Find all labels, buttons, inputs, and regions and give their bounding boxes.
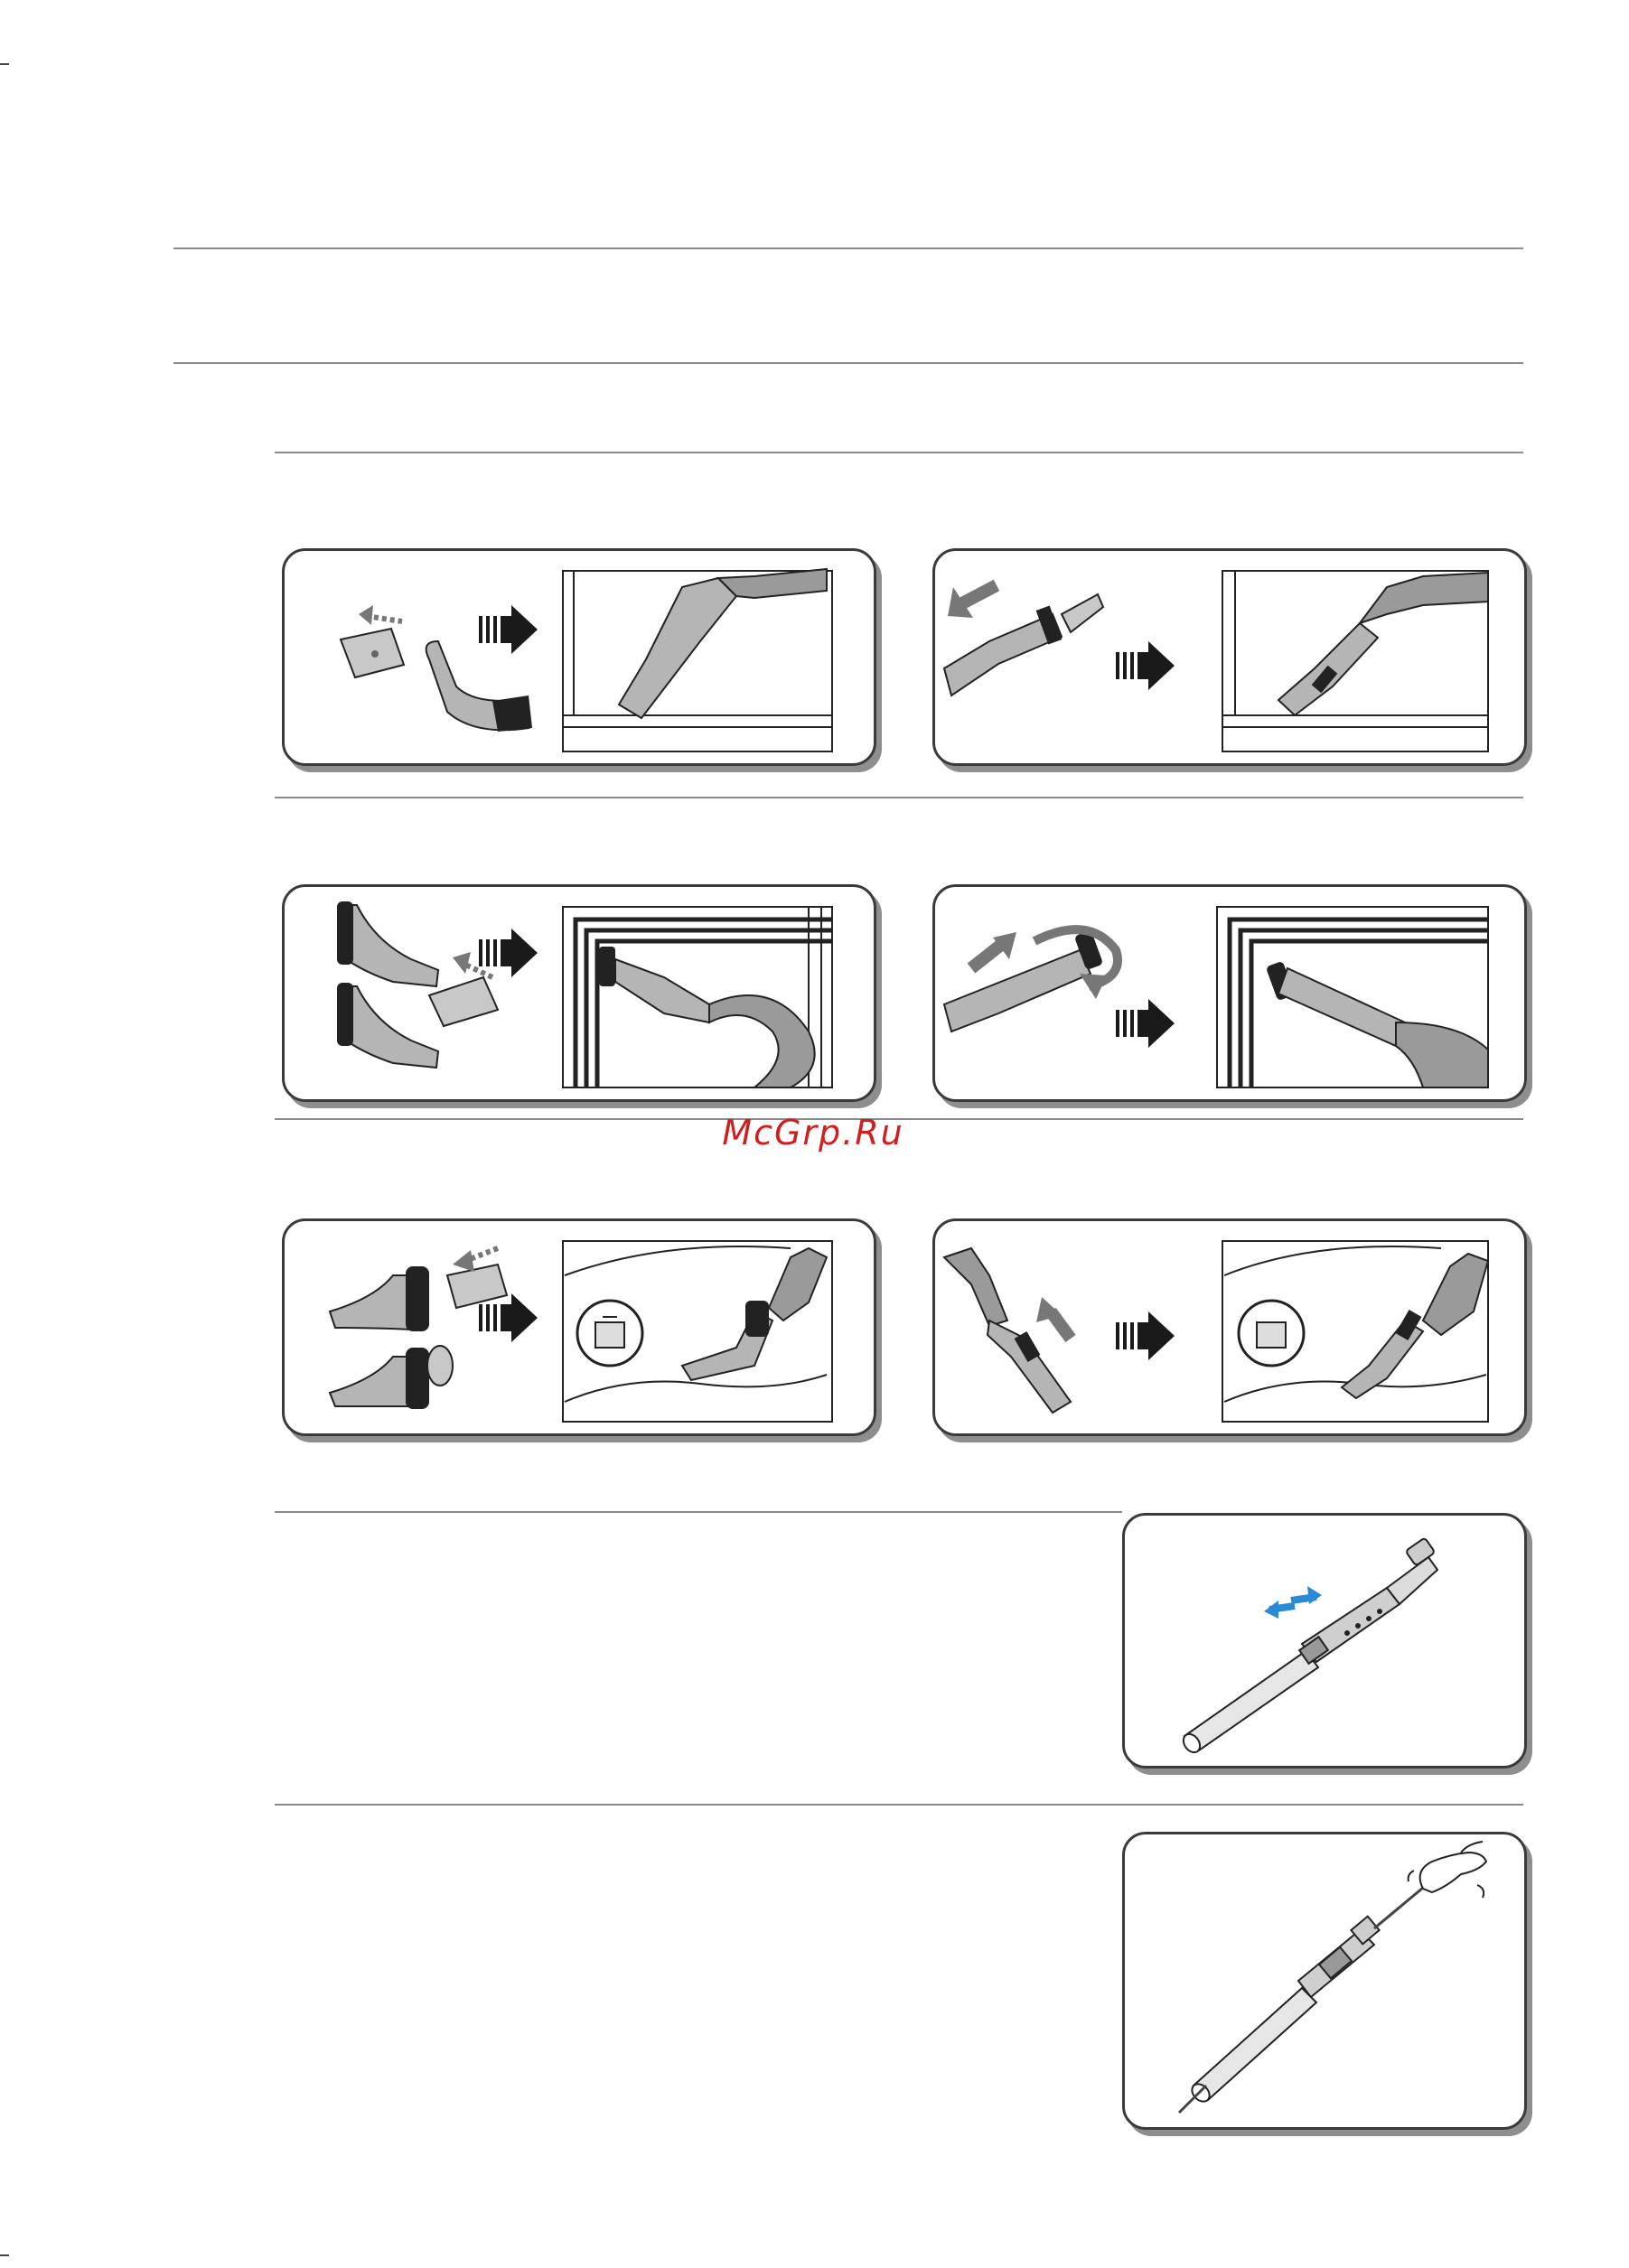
- section-rule: [275, 1511, 1122, 1513]
- brush-nozzle-icon: [330, 1266, 429, 1331]
- crop-mark: [0, 2254, 9, 2256]
- hose-wand-icon: [944, 594, 1103, 695]
- window-frame-scene: [1222, 571, 1488, 751]
- next-step-arrow-icon: [479, 605, 538, 654]
- upholstery-attach-panel: [282, 1218, 876, 1436]
- push-arrow-icon: [948, 585, 997, 618]
- window-frame-scene: [563, 569, 832, 751]
- brush-attach-panel: [282, 884, 876, 1102]
- crevice-use-illustration: [935, 551, 1524, 763]
- push-arrow-icon: [1036, 1297, 1071, 1339]
- hose-wand-icon: [944, 1248, 1071, 1413]
- upholstery-nozzle-icon: [330, 1346, 453, 1409]
- upholstery-use-illustration: [935, 1221, 1524, 1433]
- brush-nozzle-icon: [426, 641, 532, 732]
- brush-nozzle-icon: [337, 983, 438, 1068]
- next-step-arrow-icon: [1116, 641, 1175, 690]
- section-rule: [275, 452, 1523, 453]
- telescopic-pipe-icon: [1189, 1917, 1380, 2105]
- crevice-tool-attach-panel: [282, 548, 876, 766]
- header-bottom-rule: [173, 362, 1523, 364]
- sofa-scene: [563, 1241, 832, 1422]
- section-rule: [275, 1804, 1523, 1806]
- next-step-arrow-icon: [479, 929, 538, 977]
- section-rule: [275, 797, 1523, 798]
- next-step-arrow-icon: [1116, 999, 1175, 1048]
- brush-use-illustration: [935, 887, 1524, 1099]
- telescopic-pipe-icon: [1180, 1537, 1437, 1755]
- watermark: McGrp.Ru: [722, 1113, 904, 1153]
- sofa-scene: [1222, 1241, 1488, 1422]
- header-top-rule: [173, 247, 1523, 249]
- brush-nozzle-icon: [337, 901, 438, 986]
- adjust-arrow-icon: [1264, 1586, 1322, 1619]
- push-arrow-icon: [971, 932, 1016, 968]
- pipe-length-adjust-panel: [1122, 1513, 1527, 1769]
- pipe-unclog-illustration: [1125, 1834, 1524, 2127]
- crop-mark: [0, 63, 9, 65]
- window-frame-scene: [563, 907, 832, 1087]
- upholstery-attach-illustration: [285, 1221, 874, 1433]
- brush-attach-illustration: [285, 887, 874, 1099]
- pipe-clear-blockage-panel: [1122, 1832, 1527, 2130]
- brush-use-panel: [932, 884, 1527, 1102]
- window-frame-scene: [1217, 907, 1488, 1087]
- crevice-attach-illustration: [285, 551, 874, 763]
- hose-wand-icon: [944, 930, 1103, 1031]
- crevice-cover-icon: [429, 977, 498, 1026]
- crevice-tool-use-panel: [932, 548, 1527, 766]
- telescopic-pipe-illustration: [1125, 1516, 1524, 1766]
- crevice-cover-icon: [341, 629, 404, 677]
- crevice-cover-icon: [447, 1265, 507, 1308]
- pull-arrow-icon: [359, 605, 402, 625]
- next-step-arrow-icon: [1116, 1311, 1175, 1360]
- upholstery-use-panel: [932, 1218, 1527, 1436]
